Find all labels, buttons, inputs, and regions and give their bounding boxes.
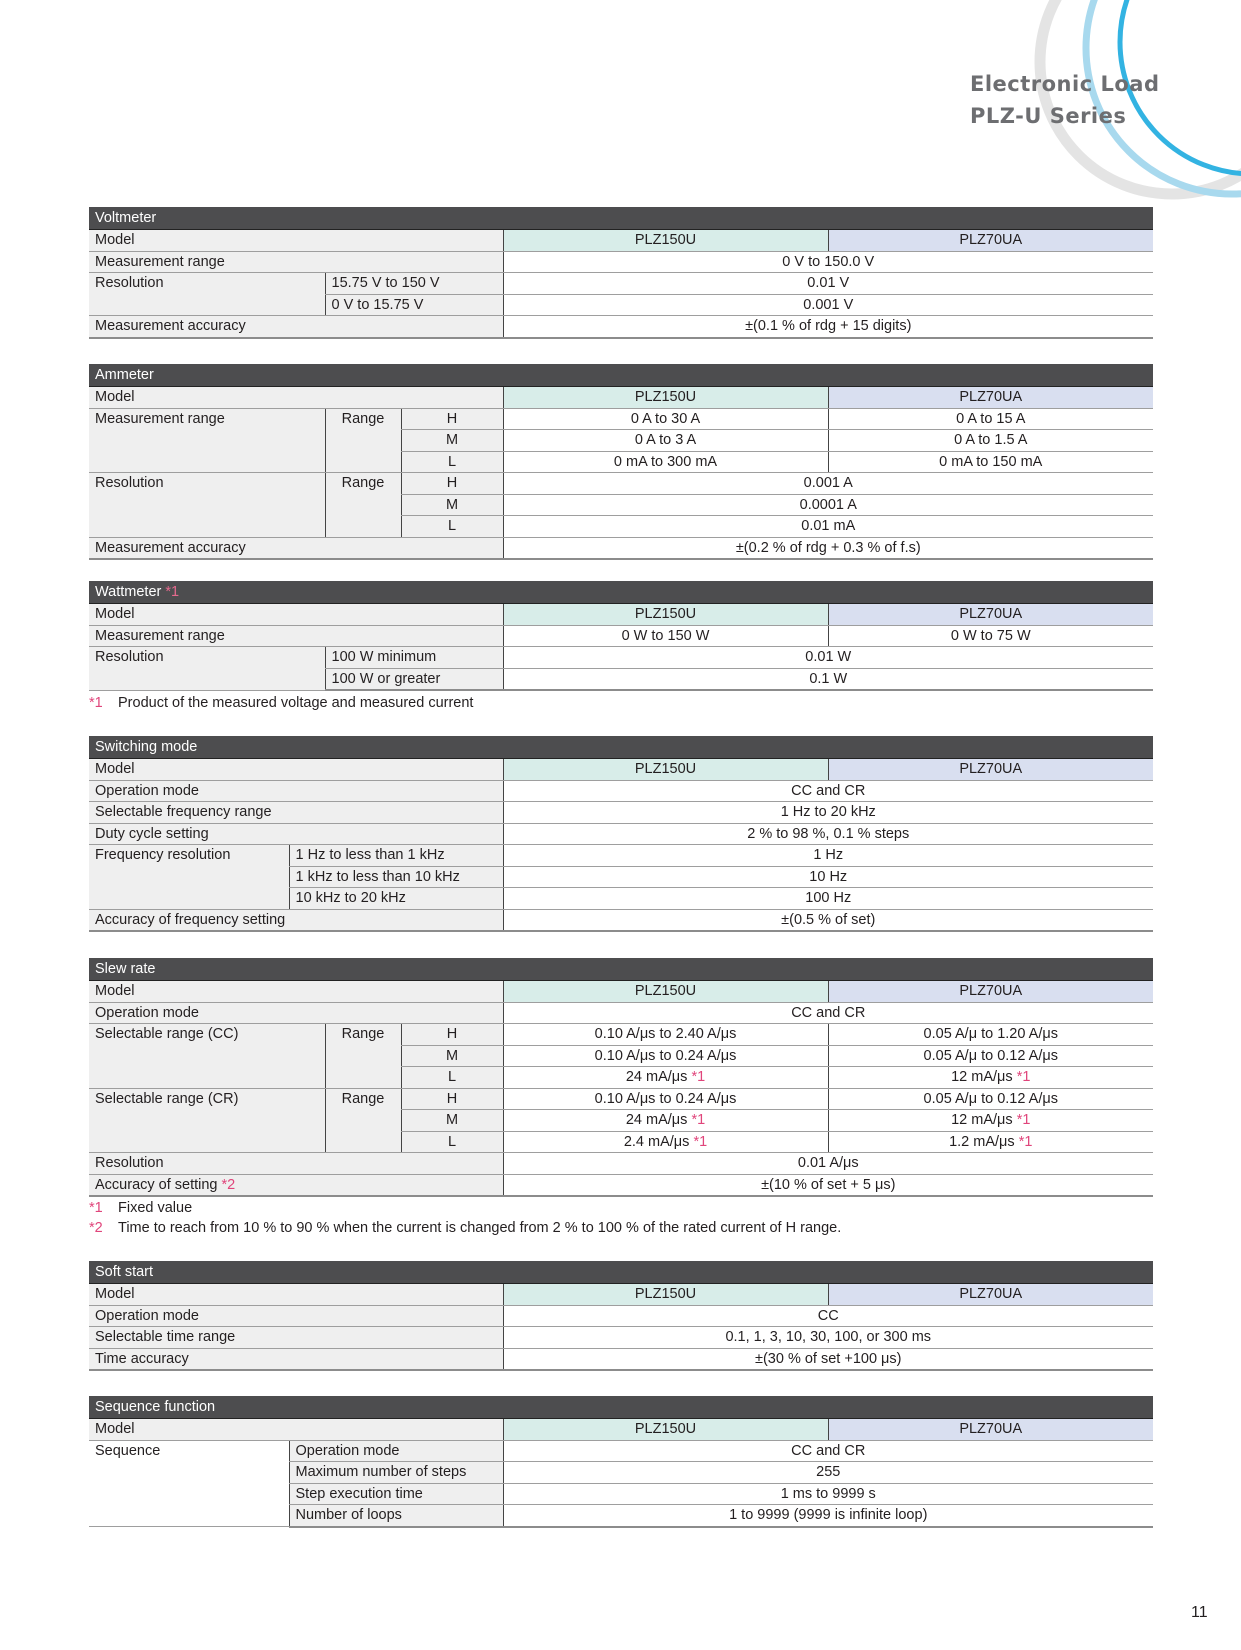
row-value bbox=[828, 1045, 1153, 1067]
footnote-mark: *2 bbox=[221, 1176, 236, 1193]
row-value: 0.1 W bbox=[503, 668, 1153, 690]
sequence-function-section bbox=[89, 1396, 1153, 1528]
model-label: Model bbox=[89, 1284, 503, 1305]
row-value: 0 A to 1.5 A bbox=[828, 430, 1153, 452]
row-value: 10 Hz bbox=[503, 866, 1153, 888]
footnote-mark: *1 bbox=[165, 584, 180, 600]
row-value bbox=[503, 1045, 828, 1067]
footnote-mark: *1 bbox=[89, 695, 103, 711]
row-value bbox=[503, 1088, 828, 1110]
slew-rate-section bbox=[89, 958, 1153, 1197]
row-value: 1 Hz to 20 kHz bbox=[503, 802, 1153, 824]
row-label: Resolution bbox=[89, 1153, 503, 1175]
table-row bbox=[89, 1348, 1153, 1370]
row-value: ±(10 % of set + 5 μs) bbox=[503, 1174, 1153, 1196]
row-value: 0.1, 1, 3, 10, 30, 100, or 300 ms bbox=[503, 1327, 1153, 1349]
footnote-text: Fixed value bbox=[118, 1200, 193, 1216]
model-label: Model bbox=[89, 604, 503, 625]
footnote bbox=[89, 1218, 841, 1238]
condition-label: Operation mode bbox=[289, 1440, 503, 1462]
model-plz150u: PLZ150U bbox=[503, 230, 828, 251]
section-title: Ammeter bbox=[89, 364, 1153, 387]
table-row bbox=[89, 1327, 1153, 1349]
range-letter: M bbox=[401, 1045, 503, 1067]
row-value: 0.01 A/μs bbox=[503, 1153, 1153, 1175]
row-value: 0 V to 150.0 V bbox=[503, 251, 1153, 273]
sequence-function-table bbox=[89, 1419, 1153, 1528]
wattmeter-table bbox=[89, 604, 1153, 691]
table-row bbox=[89, 981, 1153, 1002]
page-number: 11 bbox=[1191, 1604, 1208, 1621]
footnote bbox=[89, 693, 473, 713]
row-label: Measurement accuracy bbox=[89, 537, 503, 559]
model-plz150u: PLZ150U bbox=[503, 1284, 828, 1305]
ammeter-table bbox=[89, 387, 1153, 560]
row-value: CC and CR bbox=[503, 780, 1153, 802]
row-value: ±(0.5 % of set) bbox=[503, 909, 1153, 931]
row-label: Operation mode bbox=[89, 780, 503, 802]
row-value: CC and CR bbox=[503, 1440, 1153, 1462]
row-label: Duty cycle setting bbox=[89, 823, 503, 845]
table-row bbox=[89, 647, 1153, 669]
footnote-mark: *1 bbox=[1018, 1133, 1033, 1150]
model-plz70ua: PLZ70UA bbox=[828, 387, 1153, 408]
value-text: 0.10 A/μs to 0.24 A/μs bbox=[594, 1090, 737, 1107]
table-row bbox=[89, 1284, 1153, 1305]
row-label: Selectable range (CC) bbox=[89, 1024, 325, 1089]
series-title-line2: PLZ-U Series bbox=[970, 104, 1127, 128]
model-label: Model bbox=[89, 387, 503, 408]
table-row bbox=[89, 473, 1153, 495]
switching-mode-section bbox=[89, 736, 1153, 932]
value-text: 0.10 A/μs to 2.40 A/μs bbox=[594, 1026, 737, 1042]
footnote-mark: *1 bbox=[1016, 1069, 1031, 1085]
row-value: 0 A to 30 A bbox=[503, 408, 828, 430]
slew-rate-table bbox=[89, 981, 1153, 1197]
label-text: Accuracy of setting bbox=[95, 1176, 218, 1193]
range-letter: M bbox=[401, 1110, 503, 1132]
value-text: 2.4 mA/μs bbox=[623, 1133, 690, 1150]
table-row bbox=[89, 251, 1153, 273]
row-value bbox=[503, 1110, 828, 1132]
value-text: 1.2 mA/μs bbox=[949, 1133, 1015, 1150]
footnote-mark: *2 bbox=[89, 1220, 103, 1236]
table-row bbox=[89, 823, 1153, 845]
row-value bbox=[828, 1024, 1153, 1046]
table-row bbox=[89, 845, 1153, 867]
range-letter: H bbox=[401, 1088, 503, 1110]
row-value: 0.001 A bbox=[503, 473, 1153, 495]
row-value bbox=[503, 1024, 828, 1046]
range-letter: L bbox=[401, 1067, 503, 1089]
row-value: 0.0001 A bbox=[503, 494, 1153, 516]
model-label: Model bbox=[89, 759, 503, 780]
table-row bbox=[89, 604, 1153, 625]
section-title-text: Wattmeter bbox=[95, 584, 162, 600]
table-row bbox=[89, 625, 1153, 647]
row-value bbox=[503, 1067, 828, 1089]
row-value: ±(30 % of set +100 μs) bbox=[503, 1348, 1153, 1370]
row-label: Measurement range bbox=[89, 251, 503, 273]
footnote-mark: *1 bbox=[691, 1112, 706, 1128]
model-plz70ua: PLZ70UA bbox=[828, 759, 1153, 780]
table-row bbox=[89, 1153, 1153, 1175]
voltmeter-table bbox=[89, 230, 1153, 339]
row-label: Resolution bbox=[89, 647, 325, 691]
row-value: 0.01 mA bbox=[503, 516, 1153, 538]
table-row bbox=[89, 1002, 1153, 1024]
row-value: ±(0.1 % of rdg + 15 digits) bbox=[503, 316, 1153, 338]
row-label: Measurement accuracy bbox=[89, 316, 503, 338]
row-label: Operation mode bbox=[89, 1305, 503, 1327]
footnote-text: Product of the measured voltage and measured current bbox=[118, 695, 474, 711]
table-row bbox=[89, 230, 1153, 251]
model-plz150u: PLZ150U bbox=[503, 604, 828, 625]
table-row bbox=[89, 537, 1153, 559]
row-label: Operation mode bbox=[89, 1002, 503, 1024]
row-label: Sequence bbox=[89, 1440, 289, 1527]
row-label: Resolution bbox=[89, 273, 325, 316]
table-row bbox=[89, 759, 1153, 780]
range-letter: L bbox=[401, 1131, 503, 1153]
condition-label: Maximum number of steps bbox=[289, 1462, 503, 1484]
table-row bbox=[89, 1440, 1153, 1462]
value-text: 24 mA/μs bbox=[625, 1069, 688, 1085]
table-row bbox=[89, 408, 1153, 430]
model-plz150u: PLZ150U bbox=[503, 1419, 828, 1440]
section-title: Slew rate bbox=[89, 958, 1153, 981]
range-letter: H bbox=[401, 473, 503, 495]
footnote-mark: *1 bbox=[691, 1069, 706, 1085]
row-value: 255 bbox=[503, 1462, 1153, 1484]
row-label: Frequency resolution bbox=[89, 845, 289, 910]
condition-label: 1 Hz to less than 1 kHz bbox=[289, 845, 503, 867]
condition-label: 10 kHz to 20 kHz bbox=[289, 888, 503, 910]
model-label: Model bbox=[89, 981, 503, 1002]
condition-label: 15.75 V to 150 V bbox=[325, 273, 503, 295]
value-text: 12 mA/μs bbox=[951, 1069, 1013, 1085]
row-label: Accuracy of frequency setting bbox=[89, 909, 503, 931]
row-label bbox=[89, 1174, 503, 1196]
table-row bbox=[89, 1024, 1153, 1046]
condition-label: 100 W minimum bbox=[325, 647, 503, 669]
table-row bbox=[89, 1174, 1153, 1196]
value-text: 0.10 A/μs to 0.24 A/μs bbox=[594, 1047, 737, 1064]
table-row bbox=[89, 802, 1153, 824]
model-plz150u: PLZ150U bbox=[503, 981, 828, 1002]
condition-label: Number of loops bbox=[289, 1505, 503, 1527]
table-row bbox=[89, 780, 1153, 802]
range-label: Range bbox=[325, 473, 401, 538]
table-row bbox=[89, 273, 1153, 295]
series-title bbox=[970, 68, 1159, 132]
row-value: 0.001 V bbox=[503, 294, 1153, 316]
condition-label: 0 V to 15.75 V bbox=[325, 294, 503, 316]
value-text: 0.05 A/μ to 1.20 A/μs bbox=[923, 1026, 1058, 1042]
row-value: 0 A to 15 A bbox=[828, 408, 1153, 430]
row-value: 1 to 9999 (9999 is infinite loop) bbox=[503, 1505, 1153, 1527]
footnote-mark: *1 bbox=[693, 1133, 708, 1150]
model-label: Model bbox=[89, 230, 503, 251]
row-value: 100 Hz bbox=[503, 888, 1153, 910]
row-value: CC and CR bbox=[503, 1002, 1153, 1024]
row-value: 0.01 W bbox=[503, 647, 1153, 669]
row-label: Time accuracy bbox=[89, 1348, 503, 1370]
model-plz150u: PLZ150U bbox=[503, 387, 828, 408]
row-value: 0 W to 75 W bbox=[828, 625, 1153, 647]
range-letter: L bbox=[401, 516, 503, 538]
range-letter: M bbox=[401, 430, 503, 452]
voltmeter-section bbox=[89, 207, 1153, 339]
condition-label: Step execution time bbox=[289, 1483, 503, 1505]
section-title: Voltmeter bbox=[89, 207, 1153, 230]
range-letter: H bbox=[401, 408, 503, 430]
table-row bbox=[89, 909, 1153, 931]
range-letter: L bbox=[401, 451, 503, 473]
table-row bbox=[89, 1419, 1153, 1440]
row-value: 0 W to 150 W bbox=[503, 625, 828, 647]
model-plz70ua: PLZ70UA bbox=[828, 604, 1153, 625]
row-value: 0 mA to 150 mA bbox=[828, 451, 1153, 473]
row-value: ±(0.2 % of rdg + 0.3 % of f.s) bbox=[503, 537, 1153, 559]
row-label: Measurement range bbox=[89, 625, 503, 647]
row-value bbox=[828, 1110, 1153, 1132]
row-value bbox=[828, 1088, 1153, 1110]
row-label: Selectable range (CR) bbox=[89, 1088, 325, 1153]
model-plz70ua: PLZ70UA bbox=[828, 981, 1153, 1002]
condition-label: 1 kHz to less than 10 kHz bbox=[289, 866, 503, 888]
ammeter-section bbox=[89, 364, 1153, 560]
model-plz150u: PLZ150U bbox=[503, 759, 828, 780]
row-value: 1 Hz bbox=[503, 845, 1153, 867]
table-row bbox=[89, 1088, 1153, 1110]
series-title-line1: Electronic Load bbox=[970, 72, 1160, 96]
value-text: 0.05 A/μ to 0.12 A/μs bbox=[923, 1047, 1058, 1064]
table-row bbox=[89, 316, 1153, 338]
soft-start-section bbox=[89, 1261, 1153, 1371]
row-value: 0 mA to 300 mA bbox=[503, 451, 828, 473]
value-text: 0.05 A/μ to 0.12 A/μs bbox=[923, 1090, 1058, 1107]
section-title: Sequence function bbox=[89, 1396, 1153, 1419]
row-value: 0.01 V bbox=[503, 273, 1153, 295]
value-text: 12 mA/μs bbox=[951, 1112, 1013, 1128]
row-label: Selectable time range bbox=[89, 1327, 503, 1349]
footnote bbox=[89, 1198, 192, 1218]
range-label: Range bbox=[325, 1024, 401, 1089]
row-value: 2 % to 98 %, 0.1 % steps bbox=[503, 823, 1153, 845]
section-title: Soft start bbox=[89, 1261, 1153, 1284]
row-label: Selectable frequency range bbox=[89, 802, 503, 824]
model-plz70ua: PLZ70UA bbox=[828, 230, 1153, 251]
range-letter: M bbox=[401, 494, 503, 516]
model-plz70ua: PLZ70UA bbox=[828, 1419, 1153, 1440]
row-value: CC bbox=[503, 1305, 1153, 1327]
row-value: 1 ms to 9999 s bbox=[503, 1483, 1153, 1505]
table-row bbox=[89, 387, 1153, 408]
row-label: Resolution bbox=[89, 473, 325, 538]
switching-mode-table bbox=[89, 759, 1153, 932]
wattmeter-section bbox=[89, 581, 1153, 691]
row-value bbox=[828, 1067, 1153, 1089]
range-letter: H bbox=[401, 1024, 503, 1046]
row-label: Measurement range bbox=[89, 408, 325, 473]
condition-label: 100 W or greater bbox=[325, 668, 503, 690]
range-label: Range bbox=[325, 408, 401, 473]
footnote-mark: *1 bbox=[1016, 1112, 1031, 1128]
row-value: 0 A to 3 A bbox=[503, 430, 828, 452]
footnote-mark: *1 bbox=[89, 1200, 103, 1216]
section-title: Switching mode bbox=[89, 736, 1153, 759]
row-value bbox=[828, 1131, 1153, 1153]
value-text: 24 mA/μs bbox=[625, 1112, 688, 1128]
section-title bbox=[89, 581, 1153, 604]
range-label: Range bbox=[325, 1088, 401, 1153]
model-plz70ua: PLZ70UA bbox=[828, 1284, 1153, 1305]
row-value bbox=[503, 1131, 828, 1153]
model-label: Model bbox=[89, 1419, 503, 1440]
footnote-text: Time to reach from 10 % to 90 % when the current is changed from 2 % to 100 % of the rated current of H range. bbox=[118, 1220, 842, 1236]
table-row bbox=[89, 1305, 1153, 1327]
soft-start-table bbox=[89, 1284, 1153, 1371]
